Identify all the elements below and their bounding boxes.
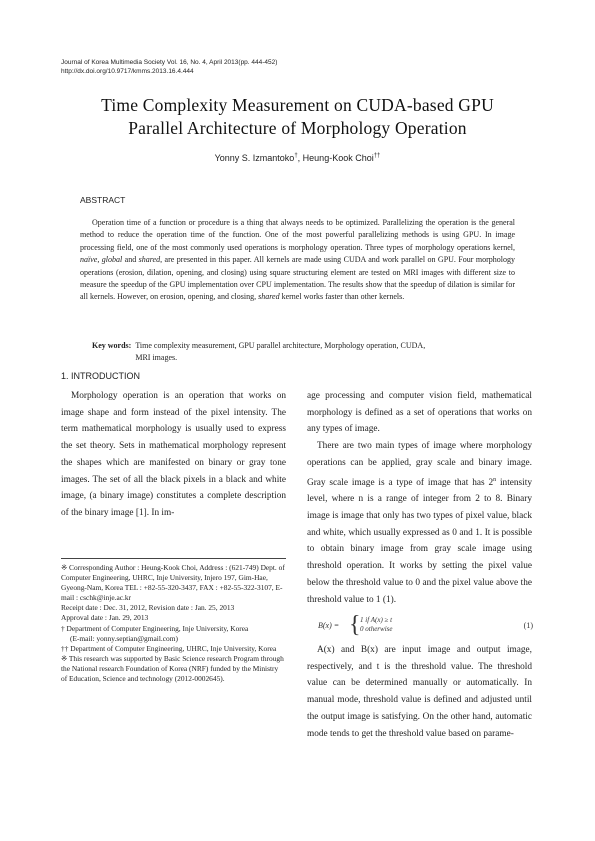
footnote-divider (61, 558, 286, 559)
equation-brace: { (349, 612, 361, 638)
keywords-block (92, 340, 512, 364)
doi-link[interactable]: http://dx.doi.org/10.9717/kmms.2013.16.4.444 (61, 68, 194, 75)
intro-continuation: age processing and computer vision field, mathematical morphology is defined as a set of operations that works on any types of image. (307, 391, 532, 435)
keywords-list (135, 340, 425, 364)
keywords-line-1: Time complexity measurement, GPU parallel architecture, Morphology operation, CUDA, (135, 341, 426, 350)
left-column-text (61, 388, 286, 522)
section-heading-introduction: 1. INTRODUCTION (61, 371, 141, 381)
author-list (40, 153, 555, 163)
paper-title (40, 94, 555, 140)
intro-paragraph-3: A(x) and B(x) are input image and output image, respectively, and t is the threshold value. The threshold value can be determined manually or automatically. In manual mode, threshold value is defined and adjusted until the output image is satisfying. On the other hand, automatic mode tends to get the threshold value based on parame- (307, 645, 532, 739)
superscript-n: n (493, 476, 497, 483)
receipt-dates: Receipt date : Dec. 31, 2012, Revision date : Jan. 25, 2013 (61, 603, 235, 613)
abstract-text: , are presented in this paper. All kernels are made using CUDA and work parallel on GPU. Four morphology operations (erosion, dilation, opening, and closing) using square structuring element are tested on MRI images with different size to measure the speedup of the GPU implementation over CPU implementation. The results show that the speedup of dilation is similar for all kernels. However, on erosion, opening, and closing, (80, 255, 516, 302)
intro-paragraph-1: Morphology operation is an operation that works on image shape and form instead of the pixel intensity. The term mathematical morphology is usually used to express the set theory. Sets in mathematical morphology represent the shapes which are manifested on binary or gray tone images. The set of all the black pixels in a black and white image, (a binary image) constitutes a complete description of the binary image [1]. In im- (61, 391, 286, 518)
title-line-2: Parallel Architecture of Morphology Operation (128, 118, 467, 138)
author-2: Heung-Kook Choi (302, 153, 374, 163)
footnotes (61, 563, 286, 684)
journal-header (61, 58, 277, 76)
affiliation-2: †† Department of Computer Engineering, UHRC, Inje University, Korea (61, 643, 277, 653)
funding-note: ※ This research was supported by Basic Science research Program through the National research Foundation of Korea (NRF) funded by the Ministry of Education, Science and technology (2012-0002645). (61, 653, 284, 684)
right-column-text (307, 388, 532, 608)
intro-paragraph-2 (307, 438, 532, 608)
equation-case-2: 0 otherwise (360, 625, 393, 633)
paragraph-text: intensity level, where n is a range of integer from 2 to 8. Binary image is image that only has two types of pixel value, black and white, which usually expressed as 0 and 1. It is possible to obtain binary image from gray scale image using threshold operation. It works by setting the pixel value below the threshold value to 0 and the pixel value above the threshold value to 1 (1). (307, 477, 532, 605)
abstract-term-global: global (101, 255, 123, 265)
approval-date: Approval date : Jan. 29, 2013 (61, 613, 149, 623)
abstract-term-shared: shared (138, 255, 161, 265)
equation-1 (318, 612, 533, 638)
paragraph-text: There are two main types of image where morphology operations can be applied, gray scale and binary image. Gray scale image is a type of image that has 2 (307, 441, 532, 488)
keywords-label: Key words: (92, 341, 132, 350)
abstract-body (80, 217, 515, 304)
author-2-mark: †† (373, 153, 381, 159)
author-separator: , (297, 153, 303, 163)
abstract-term-shared: shared (258, 292, 280, 302)
abstract-term-naive: naïve (80, 255, 98, 265)
author-1-mark: † (294, 153, 298, 159)
abstract-text: , (97, 255, 102, 265)
author-1: Yonny S. Izmantoko (214, 153, 295, 163)
keywords-line-2: MRI images. (135, 353, 178, 362)
title-line-1: Time Complexity Measurement on CUDA-based GPU (101, 95, 494, 115)
right-column-text-lower (307, 642, 532, 742)
abstract-text: kernel works faster than other kernels. (279, 292, 405, 302)
abstract-heading: ABSTRACT (80, 195, 126, 205)
abstract-text: Operation time of a function or procedure is a thing that always needs to be optimized. Parallelizing the operation is the general method to reduce the operation time of the function. One of the most powerful parallelizing methods is using GPU. In image processing field, one of the most commonly used operations is morphology operation. Three types of morphology operations kernel, (80, 218, 515, 252)
equation-cases (360, 616, 392, 634)
equation-lhs: B(x) = (318, 621, 340, 630)
abstract-text: and (122, 255, 139, 265)
affiliation-1-email: (E-mail: yonny.septian@gmail.com) (70, 633, 178, 643)
equation-case-1: 1 if A(x) ≥ t (360, 616, 393, 624)
abstract-paragraph (80, 217, 515, 304)
corresponding-author-note: ※ Corresponding Author : Heung-Kook Choi, Address : (621-749) Dept. of Computer Engineering, UHRC, Inje University, Injero 197, Gim-Hae, Gyeong-Nam, Korea TEL : +82-55-320-3437, FAX : +82-55-322-3107, E-mail : cschk@inje.ac.kr (61, 563, 285, 603)
affiliation-1: † Department of Computer Engineering, Inje University, Korea (61, 623, 249, 633)
equation-number: (1) (523, 621, 533, 630)
journal-citation: Journal of Korea Multimedia Society Vol. 16, No. 4, April 2013(pp. 444-452) (61, 59, 278, 66)
